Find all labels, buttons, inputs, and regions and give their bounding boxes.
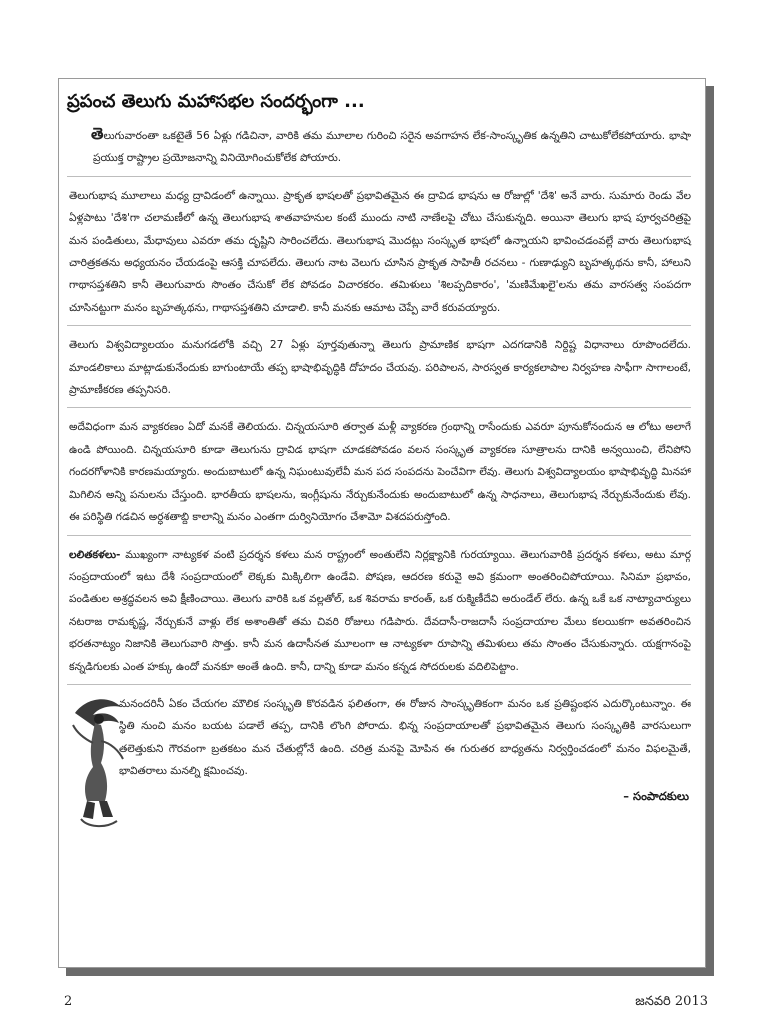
paragraph-5-lead: లలితకళలు-: [69, 548, 121, 561]
divider: [67, 684, 691, 685]
page-number: 2: [64, 994, 73, 1009]
paragraph-5-text: ముఖ్యంగా నాట్యకళ వంటి ప్రదర్శన కళలు మన రాష్ట్రంలో అంతులేని నిర్లక్ష్యానికి గురయ్యాయి. తెలుగువారికి ప్రదర్శన కళలు, అటు మార్గ సంప్రదాయంలో ఇటు దేశీ సంప్రదాయంలో లెక్కకు మిక్కిలిగా ఉండేవి. పోషణ, ఆదరణ కరువై అవి క్రమంగా అంతరించిపోయాయి. సినిమా ప్రభావం, పండితుల అశ్రద్ధవలన అవి క్షీణించాయి. తెలుగు వారికి ఒక వల్లతోల్, ఒక శివరామ కారంత్, ఒక రుక్మిణీదేవి అరుండేల్ లేరు. ఉన్న ఒకే ఒక నాట్యాచార్యులు నటరాజ రామకృష్ణ, నేర్చుకునే వాళ్లు లేక అశాంతితో తమ చివరి రోజులు గడిపారు. దేవదాసీ-రాజదాసీ సంప్రదాయాల మేలు కలయికగా అవతరించిన భరతనాట్యం నిజానికి తెలుగువారి సొత్తు. కానీ మన ఉదాసీనత మూలంగా ఆ నాట్యకళా రూపాన్ని తమిళులు తమ సొంతం చేసుకున్నారు. యక్షగానంపై కన్నడిగులకు ఎంత హక్కు ఉందో మనకూ అంతే ఉంది. కానీ, దాన్ని కూడా మనం కన్నడ సోదరులకు వదిలిపెట్టాం.: [69, 548, 691, 673]
paragraph-4-text: అదేవిధంగా మన వ్యాకరణం ఏదో మనకే తెలియదు. చిన్నయసూరి తర్వాత మళ్లీ వ్యాకరణ గ్రంథాన్ని రాసేందుకు ఎవరూ పూనుకోనందున ఆ లోటు అలాగే ఉండి పోయింది. చిన్నయసూరి కూడా తెలుగును ద్రావిడ భాషగా చూడకపోవడం వలన సంస్కృత వ్యాకరణ సూత్రాలను దానికి అన్వయించి, లేనిపోని గందరగోళానికి కారణమయ్యారు. అందుబాటులో ఉన్న నిఘంటువులేవీ మన పద సంపదను పెంచేవిగా లేవు. తెలుగు విశ్వవిద్యాలయం భాషాభివృద్ధి మినహా మిగిలిన అన్ని పనులను చేస్తుంది. భారతీయ భాషలను, ఇంగ్లీషును నేర్చుకునేందుకు అందుబాటులో ఉన్న సాధనాలు, తెలుగుభాష నేర్చుకునేందుకు లేవు. ఈ పరిస్థితి గడచిన అర్ధశతాబ్ది కాలాన్ని మనం ఎంతగా దుర్వినియోగం చేశామో విశదపరుస్తోంది.: [69, 421, 691, 524]
paragraph-3-text: తెలుగు విశ్వవిద్యాలయం మనుగడలోకి వచ్చి 27 ఏళ్లు పూర్తవుతున్నా తెలుగు ప్రామాణిక భాషగా ఎదగడానికి నిర్దిష్ట విధానాలు రూపొందలేదు. మాండలికాలు మాట్లాడుకునేందుకు బాగుంటాయే తప్ప భాషాభివృద్ధికి దోహదం చేయవు. పరిపాలన, సారస్వత కార్యకలాపాల నిర్వహణ సాఫీగా సాగాలంటే, ప్రామాణీకరణ తప్పనిసరి.: [69, 339, 691, 397]
paragraph-4: [67, 416, 691, 528]
paragraph-2-text: తెలుగుభాష మూలాలు మధ్య ద్రావిడంలో ఉన్నాయి. ప్రాకృత భాషలతో ప్రభావితమైన ఈ ద్రావిడ భాషను ఆ రోజుల్లో 'దేశి' అనే వారు. సుమారు రెండు వేల ఏళ్లపాటు 'దేశి'గా చలామణీలో ఉన్న తెలుగుభాష శాతవాహనుల కంటే ముందు నాటి నాణేలపై చోటు చేసుకున్నది. అయినా తెలుగు భాష పూర్వచరిత్రపై మన పండితులు, మేధావులు ఎవరూ తమ దృష్టిని సారించలేదు. తెలుగుభాష మొదట్లు సంస్కృత భాషలో ఉన్నాయని భావించడంవల్లే వారు తెలుగుభాష చారిత్రకతను అధ్యయనం చేయడంపై ఆసక్తి చూపలేదు. తెలుగు నాట వెలుగు చూసిన ప్రాకృత సాహితీ రచనలు - గుణాఢ్యుని బృహత్కథను కానీ, హాలుని గాథాసప్తశతిని కానీ తెలుగువారు సొంతం చేసుకో లేక పోవడం విచారకరం. తమిళులు 'శిలప్పదికారం', 'మణిమేఖలై'లను తమ వారసత్వ సంపదగా చూసినట్టుగా మనం బృహత్కథను, గాథాసప్తశతిని చూడాలి. కానీ మనకు ఆమాట చెప్పే వారే కరువయ్యారు.: [69, 189, 691, 314]
issue-date: జనవరి 2013: [635, 994, 708, 1009]
paragraph-2: [67, 185, 691, 319]
drop-cap: తె: [91, 124, 104, 143]
editorial-panel: [58, 78, 706, 968]
paragraph-1: [67, 123, 691, 170]
paragraph-6: [67, 693, 691, 783]
paragraph-1-text: లుగువారంతా ఒకటైతే 56 ఏళ్లు గడిచినా, వారికి తమ మూలాల గురించి సరైన అవగాహన లేక-సాంస్కృతిక ఉన్నతిని చాటుకోలేకపోయారు. భాషా ప్రయుక్త రాష్ట్రాల ప్రయోజనాన్ని వినియోగించుకోలేక పోయారు.: [93, 130, 691, 165]
dancer-illustration-icon: [65, 693, 131, 833]
article-title: ప్రపంచ తెలుగు మహాసభల సందర్భంగా ...: [67, 91, 365, 112]
divider: [67, 176, 691, 177]
paragraph-5: [67, 544, 691, 678]
paragraph-3: [67, 334, 691, 401]
paragraph-6-text: మనందరినీ ఏకం చేయగల మౌలిక సంస్కృతి కొరవడిన ఫలితంగా, ఈ రోజున సాంస్కృతికంగా మనం ఒక ప్రతిష్టంభన ఎదుర్కొంటున్నాం. ఈ స్థితి నుంచి మనం బయట పడాలే తప్ప, దానికి లొంగి పోరాదు. భిన్న సంప్రదాయాలతో ప్రభావితమైన తెలుగు సంస్కృతికి వారసులుగా తలెత్తుకుని గౌరవంగా బ్రతకటం మన చేతుల్లోనే ఉంది. చరిత్ర మనపై మోపిన ఈ గురుతర బాధ్యతను నిర్వర్తించడంలో మనం విఫలమైతే, భావితరాలు మనల్ని క్షమించవు.: [119, 697, 691, 778]
divider: [67, 325, 691, 326]
divider: [67, 535, 691, 536]
page-footer: [64, 994, 708, 1014]
divider: [67, 407, 691, 408]
closing-section: [67, 693, 691, 806]
editor-signature: – సంపాదకులు: [623, 788, 689, 803]
